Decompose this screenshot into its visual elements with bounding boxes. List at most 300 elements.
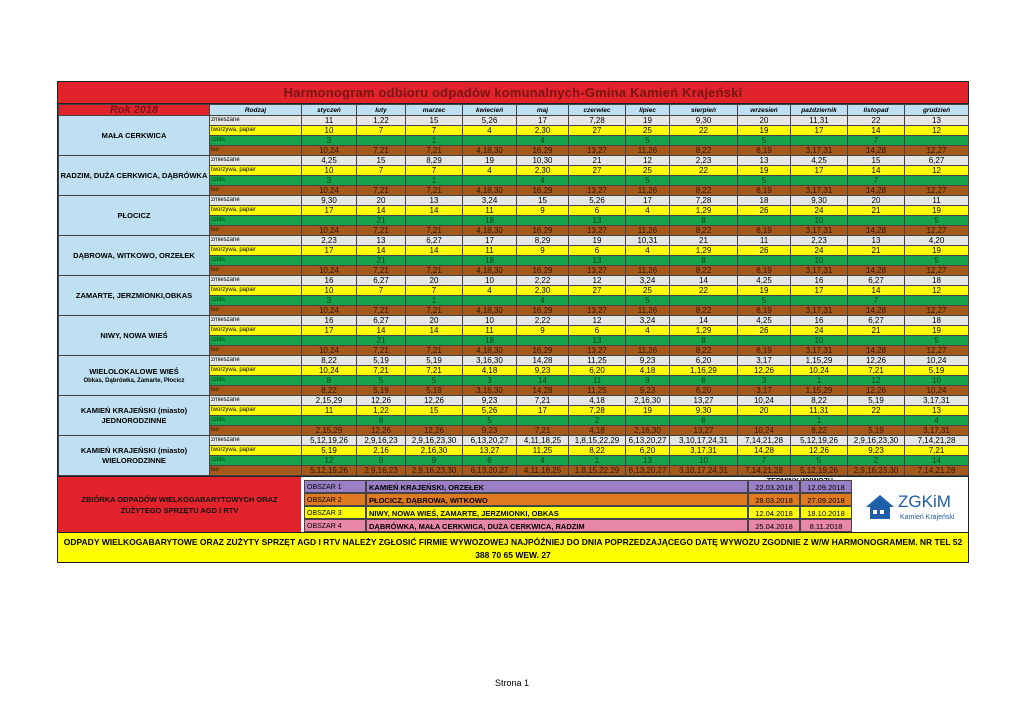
date-cell: 14 [406, 246, 463, 256]
waste-type-label: zmieszane [210, 356, 302, 366]
schedule-row [59, 396, 969, 406]
date-cell: 16 [791, 316, 848, 326]
waste-type-label: bio [210, 386, 302, 396]
date-cell: 5 [463, 416, 517, 426]
date-cell: 2,9,16,23,30 [406, 436, 463, 446]
date-cell: 11 [738, 236, 791, 246]
date-cell: 3,17,31 [670, 446, 738, 456]
date-cell: 10,24 [791, 366, 848, 376]
type-header: Rodzaj [210, 105, 302, 116]
date-cell: 4,25 [738, 276, 791, 286]
date-cell: 7 [406, 286, 463, 296]
area-label: OBSZAR 1 [304, 480, 366, 493]
month-header: sierpień [670, 105, 738, 116]
date-cell: 13,27 [463, 446, 517, 456]
location-name: KAMIEŃ KRAJEŃSKI (miasto) JEDNORODZINNE [80, 405, 188, 425]
date-cell: 4 [626, 206, 670, 216]
date-cell: 2,23 [302, 236, 357, 246]
date-cell: 18 [463, 256, 517, 266]
area-date: 8.11.2018 [800, 519, 852, 532]
date-cell: 7,21 [848, 366, 905, 376]
date-cell: 6 [569, 326, 626, 336]
date-cell: 2,23 [670, 156, 738, 166]
date-cell: 7,21 [357, 186, 406, 196]
date-cell: 5,19 [357, 356, 406, 366]
date-cell [670, 176, 738, 186]
waste-type-label: zmieszane [210, 156, 302, 166]
location-name: ZAMARTE, JERZMIONKI,OBKAS [75, 290, 193, 300]
date-cell: 21 [357, 216, 406, 226]
date-cell [357, 296, 406, 306]
date-cell: 6,20 [626, 446, 670, 456]
location-name: NIWY, NOWA WIEŚ [100, 330, 168, 340]
waste-type-label: bio [210, 346, 302, 356]
date-cell: 13,27 [670, 426, 738, 436]
date-cell: 13 [357, 236, 406, 246]
date-cell [463, 176, 517, 186]
date-cell: 14 [406, 326, 463, 336]
waste-type-label: zmieszane [210, 396, 302, 406]
date-cell: 12 [302, 456, 357, 466]
date-cell: 14,28 [738, 446, 791, 456]
date-cell [905, 136, 969, 146]
date-cell: 8,22 [670, 266, 738, 276]
date-cell: 3,17 [738, 386, 791, 396]
date-cell [517, 216, 569, 226]
date-cell: 6,19 [738, 306, 791, 316]
date-cell: 4,25 [302, 156, 357, 166]
date-cell: 3 [302, 136, 357, 146]
date-cell [569, 176, 626, 186]
date-cell: 4 [463, 166, 517, 176]
date-cell: 19 [626, 406, 670, 416]
date-cell: 7,21 [357, 306, 406, 316]
date-cell: 1,29 [670, 206, 738, 216]
date-cell: 14 [670, 316, 738, 326]
date-cell: 4 [626, 326, 670, 336]
date-cell: 5 [738, 136, 791, 146]
date-cell: 4,18 [626, 366, 670, 376]
date-cell: 9,30 [670, 406, 738, 416]
date-cell: 9,23 [463, 426, 517, 436]
date-cell: 9,30 [670, 116, 738, 126]
date-cell: 13,27 [569, 146, 626, 156]
date-cell: 13,27 [569, 226, 626, 236]
date-cell [302, 216, 357, 226]
date-cell [738, 256, 791, 266]
date-cell: 7,14,21,28 [905, 436, 969, 446]
house-icon [864, 485, 962, 525]
month-header: marzec [406, 105, 463, 116]
date-cell: 25 [626, 286, 670, 296]
date-cell: 8,22 [569, 446, 626, 456]
date-cell: 6 [670, 416, 738, 426]
date-cell: 13,27 [569, 346, 626, 356]
area-date: 27.09.2018 [800, 493, 852, 506]
date-cell: 10 [463, 276, 517, 286]
date-cell: 8,22 [670, 186, 738, 196]
logo-brand: ZGKiM [898, 492, 951, 511]
date-cell: 17 [791, 126, 848, 136]
month-header: październik [791, 105, 848, 116]
waste-type-label: tworzywa, papier [210, 446, 302, 456]
date-cell: 7 [357, 126, 406, 136]
date-cell: 6,19 [738, 146, 791, 156]
date-cell: 19 [626, 116, 670, 126]
waste-type-label: szkło [210, 136, 302, 146]
date-cell: 2,9,16,23,30 [406, 466, 463, 476]
month-header: listopad [848, 105, 905, 116]
date-cell: 4,18,30 [463, 186, 517, 196]
date-cell: 11,26 [626, 306, 670, 316]
date-cell: 4,18 [463, 366, 517, 376]
waste-type-label: zmieszane [210, 436, 302, 446]
date-cell: 14,28 [848, 266, 905, 276]
date-cell: 27 [569, 166, 626, 176]
date-cell: 3,17 [738, 356, 791, 366]
date-cell: 5,12,19,26 [302, 466, 357, 476]
date-cell: 9,23 [626, 386, 670, 396]
location-cell [59, 116, 210, 156]
date-cell: 14 [517, 376, 569, 386]
date-cell: 9,23 [626, 356, 670, 366]
schedule-row [59, 196, 969, 206]
waste-type-label: bio [210, 266, 302, 276]
location-cell [59, 196, 210, 236]
date-cell: 11,26 [626, 266, 670, 276]
date-cell: 2,9,16,23 [357, 436, 406, 446]
title-text: Harmonogram odbioru odpadów komunalnych-Gmina Kamień Krajeński [283, 85, 743, 100]
date-cell: 14 [670, 276, 738, 286]
date-cell: 9,23 [848, 446, 905, 456]
date-cell [463, 296, 517, 306]
date-cell: 8,22 [302, 356, 357, 366]
date-cell: 26 [738, 246, 791, 256]
location-name: MAŁA CERKWICA [101, 130, 167, 140]
area-names: PŁOCICZ, DĄBROWA, WITKOWO [366, 493, 748, 506]
date-cell: 10,30 [517, 156, 569, 166]
date-cell: 6,27 [905, 156, 969, 166]
date-cell: 7,21 [406, 226, 463, 236]
date-cell: 8,22 [791, 396, 848, 406]
date-cell: 10 [791, 336, 848, 346]
date-cell: 5,12,19,26 [302, 436, 357, 446]
date-cell: 16 [791, 276, 848, 286]
date-cell: 19 [905, 246, 969, 256]
date-cell: 4,18 [569, 396, 626, 406]
date-cell: 8,22 [670, 306, 738, 316]
date-cell [406, 416, 463, 426]
date-cell: 4 [517, 136, 569, 146]
date-cell: 5,12,19,26 [791, 466, 848, 476]
date-cell: 5,19 [302, 446, 357, 456]
date-cell: 9,23 [517, 366, 569, 376]
date-cell: 6 [569, 246, 626, 256]
waste-type-label: szkło [210, 256, 302, 266]
date-cell [738, 336, 791, 346]
date-cell: 7,21 [517, 426, 569, 436]
date-cell: 2,9,16,23,30 [848, 436, 905, 446]
date-cell [626, 336, 670, 346]
date-cell: 12 [569, 316, 626, 326]
date-cell: 25 [626, 166, 670, 176]
date-cell: 4,25 [791, 156, 848, 166]
date-cell [406, 216, 463, 226]
date-cell: 1,22 [357, 116, 406, 126]
date-cell: 12,27 [905, 306, 969, 316]
date-cell: 3 [463, 376, 517, 386]
area-date: 12.09.2018 [800, 480, 852, 493]
date-cell: 4,11,18,25 [517, 436, 569, 446]
date-cell: 7,21 [517, 396, 569, 406]
date-cell: 21 [357, 336, 406, 346]
date-cell [848, 416, 905, 426]
date-cell: 24 [791, 206, 848, 216]
date-cell [517, 336, 569, 346]
waste-type-label: bio [210, 466, 302, 476]
year-label: Rok 2018 [59, 105, 210, 116]
date-cell: 7,21 [357, 226, 406, 236]
date-cell: 24 [791, 246, 848, 256]
date-cell: 3,17,31 [791, 146, 848, 156]
date-cell: 1,22 [357, 406, 406, 416]
date-cell: 16,29 [517, 186, 569, 196]
date-cell: 22 [670, 286, 738, 296]
date-cell [463, 136, 517, 146]
date-cell: 13 [569, 336, 626, 346]
date-cell: 10 [463, 316, 517, 326]
date-cell: 2,16 [357, 446, 406, 456]
date-cell: 26 [738, 206, 791, 216]
date-cell: 21 [357, 256, 406, 266]
date-cell: 1,16,29 [670, 366, 738, 376]
waste-type-label: bio [210, 146, 302, 156]
date-cell: 12,26 [791, 446, 848, 456]
date-cell: 7,21 [357, 266, 406, 276]
month-header: grudzień [905, 105, 969, 116]
date-cell: 5 [626, 136, 670, 146]
date-cell: 2,22 [517, 276, 569, 286]
date-cell: 11 [905, 196, 969, 206]
schedule-body [59, 105, 969, 476]
date-cell [848, 216, 905, 226]
date-cell: 8,22 [302, 386, 357, 396]
date-cell: 6,19 [738, 346, 791, 356]
date-cell: 10,24 [302, 266, 357, 276]
location-subtitle: Obkas, Dąbrówka, Zamarte, Płocicz [83, 377, 185, 384]
date-cell: 14 [357, 246, 406, 256]
date-cell: 12 [569, 276, 626, 286]
date-cell: 6,13,20,27 [626, 466, 670, 476]
date-cell: 9 [517, 326, 569, 336]
location-cell [59, 276, 210, 316]
date-cell: 7 [738, 456, 791, 466]
date-cell: 17 [791, 286, 848, 296]
date-cell: 7 [406, 166, 463, 176]
date-cell: 3,10,17,24,31 [670, 436, 738, 446]
date-cell: 1 [406, 176, 463, 186]
location-name: RADZIM, DUŻA CERKWICA, DĄBRÓWKA [60, 170, 208, 180]
date-cell: 12,27 [905, 266, 969, 276]
date-cell: 6,13,20,27 [463, 466, 517, 476]
date-cell: 8,22 [670, 226, 738, 236]
date-cell [791, 176, 848, 186]
date-cell: 6,20 [670, 356, 738, 366]
date-cell: 4 [463, 126, 517, 136]
date-cell: 14 [905, 456, 969, 466]
date-cell: 22 [670, 166, 738, 176]
date-cell: 10,31 [626, 236, 670, 246]
date-cell: 8,22 [670, 346, 738, 356]
date-cell [738, 416, 791, 426]
month-header: czerwiec [569, 105, 626, 116]
date-cell: 10 [905, 376, 969, 386]
date-cell: 26 [738, 326, 791, 336]
date-cell: 15 [848, 156, 905, 166]
date-cell: 2 [848, 456, 905, 466]
date-cell: 12 [626, 156, 670, 166]
date-cell: 5 [357, 376, 406, 386]
date-cell: 1 [791, 416, 848, 426]
date-cell: 2,15,29 [302, 396, 357, 406]
location-cell [59, 236, 210, 276]
date-cell [517, 256, 569, 266]
date-cell [626, 416, 670, 426]
date-cell: 8,29 [406, 156, 463, 166]
date-cell: 18 [738, 196, 791, 206]
date-cell: 10 [302, 126, 357, 136]
date-cell: 7,14,21,28 [905, 466, 969, 476]
date-cell: 1,15,29 [791, 386, 848, 396]
date-cell: 2,30 [517, 286, 569, 296]
date-cell: 2,23 [791, 236, 848, 246]
waste-type-label: bio [210, 426, 302, 436]
date-cell: 7,21 [406, 346, 463, 356]
date-cell: 14 [406, 206, 463, 216]
waste-type-label: szkło [210, 176, 302, 186]
date-cell: 7,21 [357, 146, 406, 156]
date-cell: 12,26 [848, 386, 905, 396]
date-cell: 27 [569, 286, 626, 296]
date-cell: 12,26 [406, 396, 463, 406]
schedule-row [59, 236, 969, 246]
date-cell: 1,8,15,22,29 [569, 466, 626, 476]
date-cell: 10,24 [302, 186, 357, 196]
waste-type-label: bio [210, 226, 302, 236]
bulky-section [58, 476, 968, 532]
waste-type-label: tworzywa, papier [210, 246, 302, 256]
area-label: OBSZAR 4 [304, 519, 366, 532]
date-cell: 4,20 [905, 236, 969, 246]
date-cell: 3,24 [626, 316, 670, 326]
date-cell: 14 [848, 126, 905, 136]
date-cell: 16,29 [517, 146, 569, 156]
waste-type-label: szkło [210, 336, 302, 346]
schedule-table [58, 104, 969, 476]
date-cell: 11 [463, 206, 517, 216]
date-cell: 18 [463, 336, 517, 346]
date-cell: 1,15,29 [791, 356, 848, 366]
date-cell: 6,13,20,27 [463, 436, 517, 446]
location-cell [59, 356, 210, 396]
date-cell: 6,27 [357, 316, 406, 326]
date-cell: 5,19 [848, 426, 905, 436]
date-cell: 9 [517, 246, 569, 256]
date-cell: 21 [848, 206, 905, 216]
date-cell [848, 336, 905, 346]
date-cell: 5,26 [463, 406, 517, 416]
date-cell: 5 [905, 256, 969, 266]
date-cell: 15 [406, 116, 463, 126]
date-cell: 13 [569, 256, 626, 266]
date-cell [569, 136, 626, 146]
date-cell: 19 [905, 206, 969, 216]
date-cell: 16,29 [517, 346, 569, 356]
date-cell: 7,21 [406, 186, 463, 196]
date-cell: 13 [626, 456, 670, 466]
date-cell: 10,24 [302, 366, 357, 376]
date-cell: 8 [302, 376, 357, 386]
date-cell: 13 [905, 116, 969, 126]
date-cell [905, 296, 969, 306]
location-name: PŁOCICZ [117, 210, 151, 220]
date-cell: 5 [791, 456, 848, 466]
date-cell: 8,22 [791, 426, 848, 436]
date-cell: 12,27 [905, 186, 969, 196]
date-cell [406, 256, 463, 266]
date-cell: 20 [406, 316, 463, 326]
date-cell: 11 [302, 406, 357, 416]
schedule-row [59, 276, 969, 286]
date-cell: 14 [848, 286, 905, 296]
date-cell [670, 296, 738, 306]
date-cell: 6 [569, 206, 626, 216]
area-names: DĄBRÓWKA, MAŁA CERKWICA, DUŻA CERKWICA, RADZIM [366, 519, 748, 532]
date-cell: 14,28 [848, 226, 905, 236]
date-cell: 11,26 [626, 226, 670, 236]
date-cell [569, 296, 626, 306]
date-cell: 6,27 [357, 276, 406, 286]
waste-type-label: szkło [210, 376, 302, 386]
date-cell: 13 [406, 196, 463, 206]
date-cell: 10,24 [302, 306, 357, 316]
date-cell: 3,17,31 [905, 396, 969, 406]
date-cell: 2 [569, 416, 626, 426]
date-cell: 4 [626, 246, 670, 256]
date-cell: 6,19 [738, 266, 791, 276]
page-number: Strona 1 [494, 678, 530, 688]
date-cell: 16,29 [517, 226, 569, 236]
date-cell: 15 [406, 406, 463, 416]
date-cell: 25 [626, 126, 670, 136]
date-cell: 5,19 [848, 396, 905, 406]
date-cell [738, 216, 791, 226]
date-cell: 2,9,16,23,30 [848, 466, 905, 476]
area-names: NIWY, NOWA WIEŚ, ZAMARTE, JERZMIONKI, OBKAS [366, 506, 748, 519]
date-cell: 6,20 [670, 386, 738, 396]
date-cell: 12,26 [848, 356, 905, 366]
schedule-row [59, 436, 969, 446]
date-cell: 8 [357, 416, 406, 426]
date-cell: 14 [357, 326, 406, 336]
date-cell: 5,26 [463, 116, 517, 126]
schedule-title [58, 82, 968, 104]
date-cell: 14,28 [848, 346, 905, 356]
date-cell: 18 [905, 276, 969, 286]
date-cell: 3,16,30 [463, 356, 517, 366]
date-cell: 14,28 [848, 186, 905, 196]
date-cell: 12,27 [905, 346, 969, 356]
